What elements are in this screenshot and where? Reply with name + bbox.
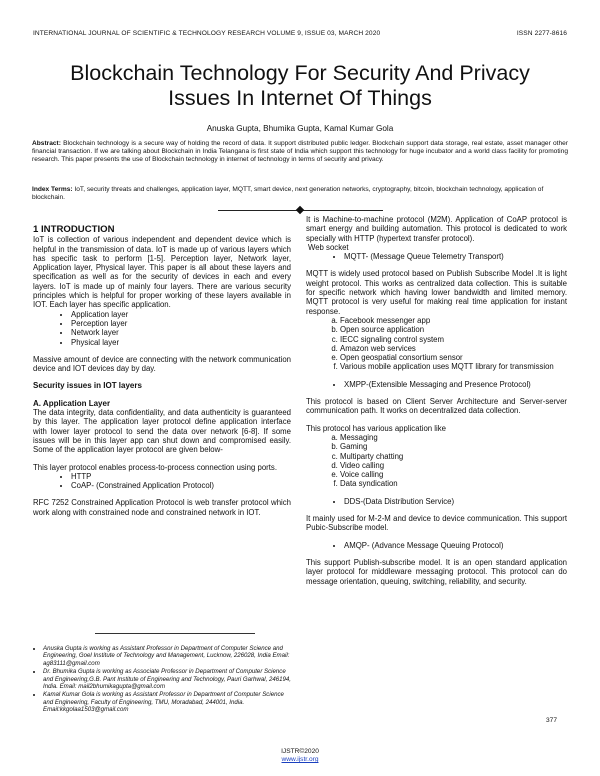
footnote-item: • Kamal Kumar Gola is working as Assistant Professor in Department of Computer Science and Engineering, Faculty of Engineering, TMU, Moradabad, 244001, India. Email:kkgolaa1503@gmail.com [43,691,291,713]
abstract [32,140,568,165]
list-item: • HTTP [71,472,291,481]
footnote-rule [95,633,255,634]
list-item: • AMQP- (Advance Message Queuing Protocol) [344,541,567,550]
journal-name: INTERNATIONAL JOURNAL OF SCIENTIFIC & TECHNOLOGY RESEARCH VOLUME 9, ISSUE 03, MARCH 2020 [33,30,381,37]
list-item: a. Messaging [340,433,567,442]
divider-diamond-icon [296,206,304,214]
list-item: b. Gaming [340,442,567,451]
rfc-paragraph: RFC 7252 Constrained Application Protocol is web transfer protocol which work along with constrained node and constrained network in IOT. [33,498,291,517]
list-item: • XMPP-(Extensible Messaging and Presence Protocol) [344,380,567,389]
list-item: • Physical layer [71,338,291,347]
index-terms [32,186,568,202]
dds-paragraph: It mainly used for M-2-M and device to device communication. This support Pubic-Subscribe model. [306,514,567,533]
introduction-paragraph: IoT is collection of various independent and dependent device which is helpful in the transmission of data. IoT is made up of various layers which has specific task to perform [1-5]. Perception layer, Network layer, Application layer, Physical layer. This paper is all about these layers and specification as well as for the security of devices in each and every layers. IoT is made up of mainly four layers. There are various security principles which is helpful for proper working of these layers available in IOT. Each layer has specific application. [33,235,291,310]
abstract-label: Abstract: [32,140,61,147]
footnote-item: • Anuska Gupta is working as Assistant Professor in Department of Computer Science and Engineering, Goel Institute of Technology and Management, Lucknow, 226028, India Email: ag83111@gmail.com [43,645,291,667]
list-item: c. IECC signaling control system [340,335,567,344]
layer-list [33,310,291,347]
mqtt-paragraph: MQTT is widely used protocol based on Publish Subscribe Model .It is light weight protocol. This works as centralized data collection. This is suitable for specific network which having lower bandwidth and limited memory. MQTT protocol is very useful for making real time application for instant response. [306,269,567,316]
list-item: f. Data syndication [340,479,567,488]
xmpp-bullet [306,380,567,389]
web-socket-label: Web socket [308,242,349,252]
massive-paragraph: Massive amount of device are connecting with the network communication device and IOT devices day by day. [33,354,291,374]
author-list: Anuska Gupta, Bhumika Gupta, Kamal Kumar Gola [206,124,394,133]
mqtt-application-list [306,316,567,372]
security-heading: Security issues in IOT layers [33,381,142,391]
list-item: • DDS-(Data Distribution Service) [344,497,567,506]
list-item: d. Video calling [340,461,567,470]
abstract-text: Blockchain technology is a secure way of holding the record of data. It support distributed public ledger. Blockchain support data storage, real estate, asset manager other financial transaction. If we are talking about Blockchain in India Telangana is first state of India which support this technology for huge incubator and a world class facility for promoting research. This paper presents the use of Blockchain technology in internet of technology in terms of security and privacy. [32,140,568,164]
enables-paragraph: This layer protocol enables process-to-process connection using ports. [33,462,277,472]
list-item: • Application layer [71,310,291,319]
list-item: • MQTT- (Message Queue Telemetry Transport) [344,252,567,261]
title-line-1: Blockchain Technology For Security And Privacy [70,61,530,85]
running-header [33,30,567,37]
title-line-2: Issues In Internet Of Things [168,86,432,110]
list-item: • Perception layer [71,319,291,328]
index-terms-text: IoT, security threats and challenges, application layer, MQTT, smart device, next generation networks, cryptography, bitcoin, blockchain technology, application of blockchain. [32,186,544,202]
list-item: • CoAP- (Constrained Application Protocol) [71,481,291,490]
footnote-item: • Dr. Bhumika Gupta is working as Associate Professor in Department of Computer Science and Engineering,G.B. Pant Institute of Engineering and Technology, Pauri Garhwal, 246194, India. Email: mail2bhumikagupta@gmail.com [43,668,291,690]
xmpp-application-list [306,433,567,489]
xmpp-paragraph: This protocol is based on Client Server Architecture and Server-server communication path. It works on decentralized data collection. [306,397,567,416]
page-footer [0,748,600,764]
list-item: • Network layer [71,328,291,337]
paper-title [30,61,570,111]
author-footnotes [33,645,291,715]
amqp-paragraph: This support Publish-subscribe model. It is an open standard application layer protocol for middleware messaging protocol. This protocol can do message orientation, queuing, switching, reliability, and security. [306,557,567,586]
list-item: e. Open geospatial consortium sensor [340,353,567,362]
copyright-code: IJSTR©2020 [281,748,319,755]
left-column [33,225,291,525]
list-item: d. Amazon web services [340,344,567,353]
list-item: b. Open source application [340,325,567,334]
issn: ISSN 2277-8616 [516,30,567,37]
journal-url-link[interactable]: www.ijstr.org [281,756,319,763]
index-terms-label: Index Terms: [32,186,73,193]
protocol-list [33,472,291,491]
page-number: 377 [546,717,558,724]
application-layer-heading: A. Application Layer [33,398,111,408]
dds-bullet [306,497,567,506]
list-item: e. Voice calling [340,470,567,479]
application-layer-paragraph: The data integrity, data confidentiality, and data authenticity is guaranteed by this layer. The application layer protocol define application interface with lower layer protocol to send the data over network [6-8]. If some issues will be in this layer app can shut down and compromised easily. Some of the application layer protocol are given below- [33,408,291,455]
list-item: c. Multiparty chatting [340,452,567,461]
introduction-heading: 1 INTRODUCTION [33,224,115,235]
right-column [306,215,567,594]
amqp-bullet [306,541,567,550]
various-paragraph: This protocol has various application like [306,423,446,433]
mqtt-bullet [306,252,567,261]
list-item: f. Various mobile application uses MQTT library for transmission [340,362,567,371]
list-item: a. Facebook messenger app [340,316,567,325]
m2m-paragraph: It is Machine-to-machine protocol (M2M). Application of CoAP protocol is smart energy and building automation. This protocol is dedicated to work specially with HTTP (hypertext transfer protocol). [306,215,567,243]
